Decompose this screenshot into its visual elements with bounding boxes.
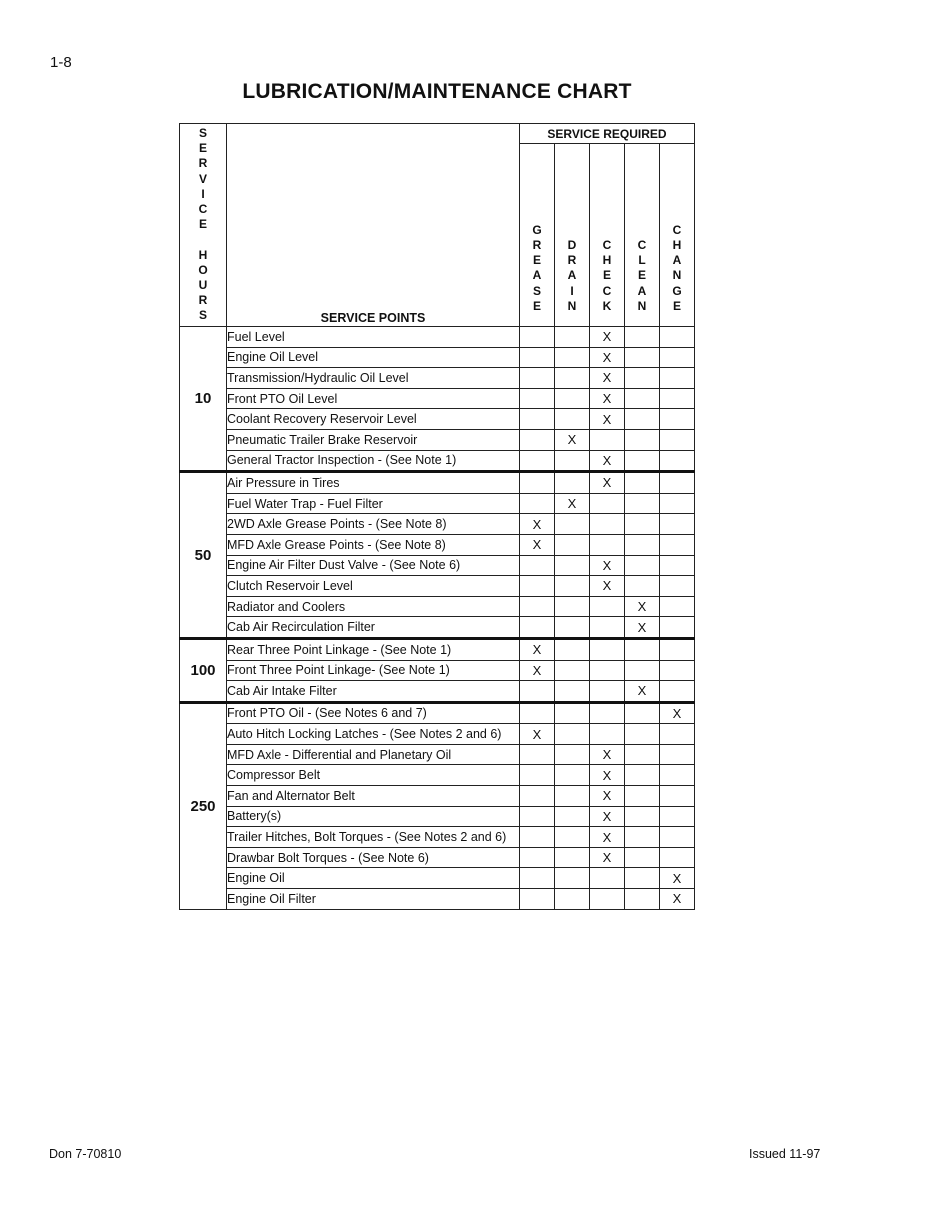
column-label-letter: E	[532, 298, 541, 313]
service-point-cell: Fuel Level	[227, 327, 520, 348]
service-points-label: SERVICE POINTS	[320, 311, 426, 325]
service-mark-clean	[625, 514, 660, 535]
service-mark-clean	[625, 429, 660, 450]
service-mark-clean	[625, 534, 660, 555]
service-mark-clean	[625, 847, 660, 868]
service-mark-drain	[555, 596, 590, 617]
table-row	[180, 638, 695, 660]
service-mark-change	[660, 827, 695, 848]
column-label-clean	[638, 238, 647, 326]
column-label-letter: E	[637, 268, 646, 283]
service-mark-clean	[625, 744, 660, 765]
column-label-check	[603, 238, 612, 326]
service-mark-drain	[555, 472, 590, 494]
service-mark-check: X	[590, 576, 625, 597]
service-point-cell: Transmission/Hydraulic Oil Level	[227, 368, 520, 389]
service-mark-check: X	[590, 450, 625, 472]
service-points-header	[227, 124, 520, 327]
service-mark-drain	[555, 450, 590, 472]
hours-label-letter: O	[198, 262, 208, 277]
hours-label-letter: R	[198, 293, 208, 308]
service-point-cell: Front PTO Oil Level	[227, 388, 520, 409]
column-label-letter: R	[567, 253, 577, 268]
table-row	[180, 493, 695, 514]
service-mark-check: X	[590, 368, 625, 389]
service-mark-grease	[520, 786, 555, 807]
service-mark-change: X	[660, 702, 695, 724]
service-required-header: SERVICE REQUIRED	[520, 124, 695, 144]
column-label-letter: H	[672, 237, 682, 252]
service-point-cell: Drawbar Bolt Torques - (See Note 6)	[227, 847, 520, 868]
table-row	[180, 576, 695, 597]
service-mark-grease	[520, 409, 555, 430]
service-mark-check: X	[590, 327, 625, 348]
service-mark-drain	[555, 638, 590, 660]
table-row	[180, 327, 695, 348]
service-mark-check: X	[590, 555, 625, 576]
service-mark-change	[660, 514, 695, 535]
table-row	[180, 744, 695, 765]
service-mark-check: X	[590, 765, 625, 786]
service-mark-clean	[625, 765, 660, 786]
table-row	[180, 368, 695, 389]
service-mark-check: X	[590, 409, 625, 430]
service-mark-check	[590, 429, 625, 450]
service-mark-clean	[625, 576, 660, 597]
service-mark-drain	[555, 702, 590, 724]
service-mark-clean: X	[625, 596, 660, 617]
service-point-cell: Engine Oil	[227, 868, 520, 889]
service-mark-change	[660, 429, 695, 450]
chart-body	[180, 327, 695, 910]
header-row-top	[180, 124, 695, 144]
service-point-cell: General Tractor Inspection - (See Note 1)	[227, 450, 520, 472]
column-label-letter: A	[567, 268, 577, 283]
service-mark-grease	[520, 806, 555, 827]
column-header-grease	[520, 144, 555, 327]
service-mark-check	[590, 514, 625, 535]
service-mark-clean	[625, 889, 660, 910]
column-header-drain	[555, 144, 590, 327]
service-mark-change	[660, 368, 695, 389]
service-point-cell: Air Pressure in Tires	[227, 472, 520, 494]
service-mark-drain	[555, 576, 590, 597]
service-mark-check	[590, 702, 625, 724]
service-mark-grease	[520, 889, 555, 910]
service-point-cell: 2WD Axle Grease Points - (See Note 8)	[227, 514, 520, 535]
service-hours-cell: 100	[180, 638, 227, 702]
column-header-change	[660, 144, 695, 327]
table-row	[180, 724, 695, 745]
page-number: 1-8	[50, 54, 72, 71]
service-mark-clean	[625, 327, 660, 348]
column-label-letter: A	[637, 283, 647, 298]
service-mark-clean	[625, 724, 660, 745]
service-mark-grease	[520, 681, 555, 703]
service-mark-check: X	[590, 472, 625, 494]
service-mark-drain: X	[555, 429, 590, 450]
service-mark-check: X	[590, 827, 625, 848]
service-mark-change	[660, 744, 695, 765]
service-mark-drain	[555, 765, 590, 786]
service-point-cell: Auto Hitch Locking Latches - (See Notes 2 and 6)	[227, 724, 520, 745]
hours-label-letter: S	[198, 126, 207, 140]
column-label-drain	[568, 238, 577, 326]
service-mark-grease	[520, 429, 555, 450]
service-mark-check: X	[590, 786, 625, 807]
service-mark-grease	[520, 868, 555, 889]
service-mark-check: X	[590, 347, 625, 368]
column-label-letter: N	[672, 268, 682, 283]
column-label-letter: S	[532, 283, 541, 298]
service-mark-drain	[555, 388, 590, 409]
service-mark-grease	[520, 555, 555, 576]
service-mark-clean: X	[625, 681, 660, 703]
hours-label-letter: U	[198, 278, 208, 293]
service-mark-grease: X	[520, 660, 555, 681]
service-mark-clean	[625, 493, 660, 514]
service-mark-check	[590, 493, 625, 514]
column-label-letter: N	[637, 298, 647, 313]
table-row	[180, 702, 695, 724]
service-mark-clean	[625, 555, 660, 576]
service-mark-grease: X	[520, 534, 555, 555]
service-point-cell: Front Three Point Linkage- (See Note 1)	[227, 660, 520, 681]
service-mark-drain: X	[555, 493, 590, 514]
service-mark-drain	[555, 534, 590, 555]
service-mark-change	[660, 847, 695, 868]
service-mark-grease	[520, 702, 555, 724]
service-hours-cell: 50	[180, 472, 227, 639]
service-point-cell: Coolant Recovery Reservoir Level	[227, 409, 520, 430]
service-mark-change	[660, 472, 695, 494]
service-point-cell: Radiator and Coolers	[227, 596, 520, 617]
service-mark-grease	[520, 472, 555, 494]
service-mark-clean	[625, 409, 660, 430]
column-label-letter: N	[567, 298, 577, 313]
service-mark-check	[590, 617, 625, 639]
service-mark-drain	[555, 868, 590, 889]
service-point-cell: Engine Air Filter Dust Valve - (See Note 6)	[227, 555, 520, 576]
service-hours-cell: 250	[180, 702, 227, 909]
service-mark-drain	[555, 368, 590, 389]
service-mark-check	[590, 638, 625, 660]
service-mark-grease	[520, 368, 555, 389]
service-mark-drain	[555, 889, 590, 910]
service-mark-clean	[625, 472, 660, 494]
service-mark-change	[660, 388, 695, 409]
service-mark-change	[660, 327, 695, 348]
hours-label-letter	[180, 232, 226, 247]
hours-label-letter: V	[198, 171, 207, 186]
service-mark-change	[660, 555, 695, 576]
column-label-letter: L	[638, 253, 646, 268]
service-mark-change	[660, 786, 695, 807]
table-row	[180, 765, 695, 786]
service-mark-change	[660, 576, 695, 597]
column-label-letter: C	[602, 237, 612, 252]
service-mark-change	[660, 617, 695, 639]
column-label-letter: D	[567, 237, 577, 252]
service-point-cell: Pneumatic Trailer Brake Reservoir	[227, 429, 520, 450]
service-mark-drain	[555, 347, 590, 368]
hours-label-letter: I	[201, 186, 205, 201]
service-mark-change	[660, 765, 695, 786]
service-point-cell: MFD Axle Grease Points - (See Note 8)	[227, 534, 520, 555]
table-row	[180, 596, 695, 617]
service-point-cell: Cab Air Intake Filter	[227, 681, 520, 703]
service-point-cell: Engine Oil Level	[227, 347, 520, 368]
service-mark-clean	[625, 868, 660, 889]
service-mark-change	[660, 596, 695, 617]
service-point-cell: Engine Oil Filter	[227, 889, 520, 910]
service-mark-drain	[555, 514, 590, 535]
service-point-cell: Trailer Hitches, Bolt Torques - (See Notes 2 and 6)	[227, 827, 520, 848]
issue-date: Issued 11-97	[749, 1147, 821, 1161]
service-mark-drain	[555, 847, 590, 868]
service-mark-check	[590, 596, 625, 617]
column-label-letter: C	[602, 283, 612, 298]
service-mark-check: X	[590, 806, 625, 827]
service-mark-change	[660, 493, 695, 514]
column-label-letter: H	[602, 253, 612, 268]
service-mark-grease	[520, 827, 555, 848]
page-title: LUBRICATION/MAINTENANCE CHART	[242, 80, 632, 103]
service-mark-drain	[555, 744, 590, 765]
service-mark-check	[590, 681, 625, 703]
service-mark-clean	[625, 450, 660, 472]
service-mark-check: X	[590, 847, 625, 868]
table-row	[180, 806, 695, 827]
table-row	[180, 450, 695, 472]
column-label-grease	[532, 223, 541, 326]
service-mark-drain	[555, 327, 590, 348]
service-hours-header	[180, 124, 227, 327]
column-label-letter: G	[532, 222, 542, 237]
table-row	[180, 534, 695, 555]
service-mark-grease	[520, 327, 555, 348]
service-hours-label	[180, 124, 226, 324]
hours-label-letter: R	[198, 156, 208, 171]
service-mark-clean	[625, 638, 660, 660]
column-label-letter: K	[602, 298, 612, 313]
table-row	[180, 429, 695, 450]
table-row	[180, 409, 695, 430]
column-label-letter: E	[672, 298, 681, 313]
service-point-cell: Front PTO Oil - (See Notes 6 and 7)	[227, 702, 520, 724]
service-mark-check	[590, 889, 625, 910]
service-mark-grease	[520, 596, 555, 617]
service-point-cell: Cab Air Recirculation Filter	[227, 617, 520, 639]
table-row	[180, 889, 695, 910]
service-mark-clean	[625, 827, 660, 848]
service-mark-clean	[625, 368, 660, 389]
table-row	[180, 681, 695, 703]
service-mark-grease	[520, 347, 555, 368]
service-mark-check	[590, 660, 625, 681]
service-mark-drain	[555, 660, 590, 681]
service-mark-clean	[625, 702, 660, 724]
service-mark-change	[660, 409, 695, 430]
column-label-letter: E	[532, 253, 541, 268]
service-mark-change	[660, 450, 695, 472]
column-label-letter: A	[532, 268, 542, 283]
service-mark-grease	[520, 388, 555, 409]
service-mark-drain	[555, 409, 590, 430]
table-row	[180, 617, 695, 639]
column-label-letter: I	[570, 283, 574, 298]
service-mark-check: X	[590, 744, 625, 765]
service-mark-grease	[520, 493, 555, 514]
service-mark-clean	[625, 786, 660, 807]
table-row	[180, 868, 695, 889]
service-point-cell: MFD Axle - Differential and Planetary Oil	[227, 744, 520, 765]
table-row	[180, 388, 695, 409]
service-mark-grease	[520, 617, 555, 639]
service-point-cell: Fan and Alternator Belt	[227, 786, 520, 807]
service-mark-drain	[555, 786, 590, 807]
hours-label-letter: S	[198, 308, 207, 323]
hours-label-letter: C	[198, 202, 208, 217]
column-label-letter: R	[532, 237, 542, 252]
column-header-clean	[625, 144, 660, 327]
service-point-cell: Clutch Reservoir Level	[227, 576, 520, 597]
hours-label-letter: E	[198, 141, 207, 156]
column-label-letter: C	[672, 222, 682, 237]
service-mark-change	[660, 660, 695, 681]
maintenance-chart-table	[179, 123, 695, 910]
service-mark-change	[660, 724, 695, 745]
table-row	[180, 827, 695, 848]
service-mark-drain	[555, 724, 590, 745]
service-mark-grease: X	[520, 514, 555, 535]
service-mark-check	[590, 534, 625, 555]
service-mark-change	[660, 638, 695, 660]
service-mark-drain	[555, 681, 590, 703]
service-mark-grease	[520, 744, 555, 765]
table-row	[180, 472, 695, 494]
service-mark-clean: X	[625, 617, 660, 639]
document-number: Don 7-70810	[49, 1147, 122, 1161]
service-mark-grease	[520, 847, 555, 868]
service-point-cell: Compressor Belt	[227, 765, 520, 786]
service-point-cell: Battery(s)	[227, 806, 520, 827]
service-mark-grease: X	[520, 638, 555, 660]
service-point-cell: Fuel Water Trap - Fuel Filter	[227, 493, 520, 514]
table-row	[180, 847, 695, 868]
hours-label-letter: E	[198, 217, 207, 232]
service-mark-check	[590, 724, 625, 745]
service-mark-clean	[625, 388, 660, 409]
column-label-letter: G	[672, 283, 682, 298]
column-label-letter: E	[602, 268, 611, 283]
column-header-check	[590, 144, 625, 327]
column-label-change	[672, 223, 681, 326]
table-row	[180, 514, 695, 535]
service-mark-change	[660, 534, 695, 555]
service-mark-change: X	[660, 868, 695, 889]
service-point-cell: Rear Three Point Linkage - (See Note 1)	[227, 638, 520, 660]
table-row	[180, 555, 695, 576]
service-mark-drain	[555, 806, 590, 827]
service-hours-cell: 10	[180, 327, 227, 472]
service-mark-change	[660, 806, 695, 827]
service-mark-change	[660, 681, 695, 703]
service-mark-grease	[520, 450, 555, 472]
service-mark-drain	[555, 555, 590, 576]
service-mark-change: X	[660, 889, 695, 910]
service-mark-clean	[625, 660, 660, 681]
service-mark-check: X	[590, 388, 625, 409]
table-row	[180, 660, 695, 681]
column-label-letter: A	[672, 253, 682, 268]
service-mark-clean	[625, 806, 660, 827]
service-mark-grease: X	[520, 724, 555, 745]
table-row	[180, 786, 695, 807]
service-mark-clean	[625, 347, 660, 368]
service-mark-drain	[555, 617, 590, 639]
table-row	[180, 347, 695, 368]
column-label-letter: C	[637, 237, 647, 252]
service-mark-check	[590, 868, 625, 889]
service-mark-drain	[555, 827, 590, 848]
service-mark-change	[660, 347, 695, 368]
service-mark-grease	[520, 765, 555, 786]
service-mark-grease	[520, 576, 555, 597]
hours-label-letter: H	[198, 247, 208, 262]
